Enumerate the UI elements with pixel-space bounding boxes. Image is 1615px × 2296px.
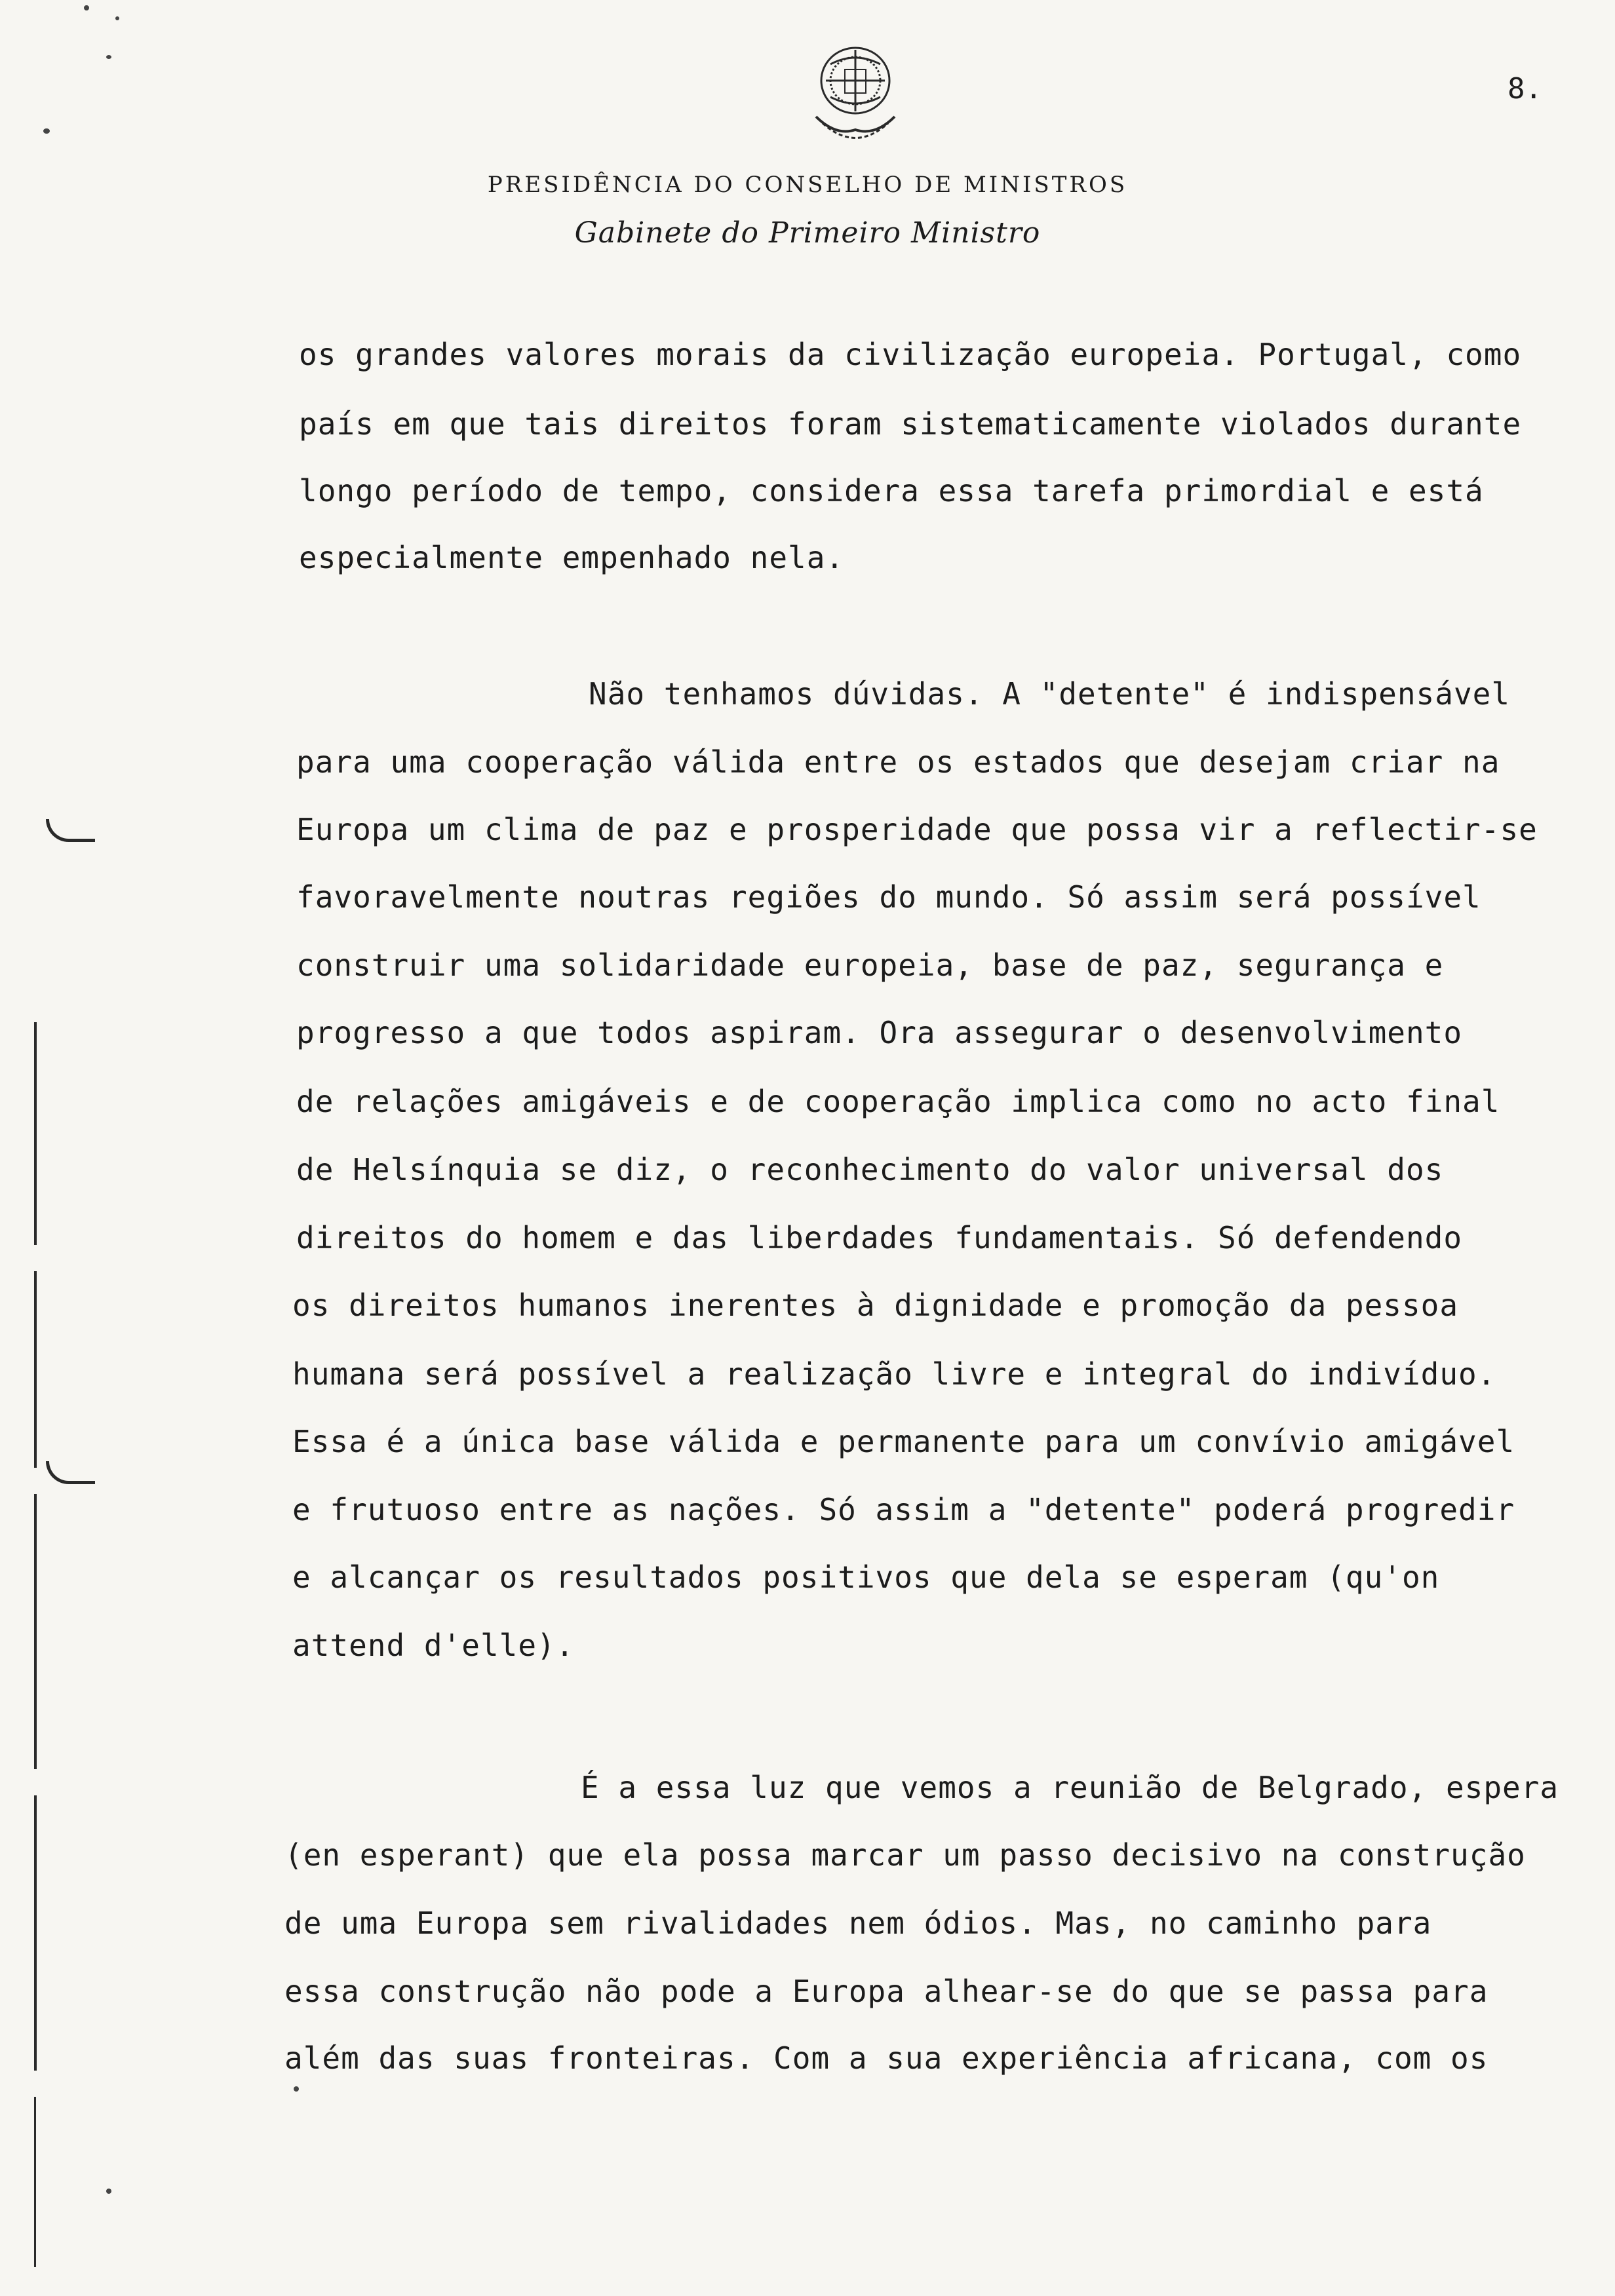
margin-binding-mark — [34, 2097, 36, 2267]
text-line: além das suas fronteiras. Com a sua experiência africana, com os — [284, 2040, 1489, 2076]
text-line: (en esperant) que ela possa marcar um passo decisivo na construção — [284, 1837, 1526, 1873]
text-line: progresso a que todos aspiram. Ora assegurar o desenvolvimento — [296, 1015, 1463, 1050]
text-line: país em que tais direitos foram sistematicamente violados durante — [299, 406, 1522, 442]
scan-speck — [115, 16, 119, 20]
margin-curve-mark — [46, 819, 95, 842]
coat-of-arms-seal — [803, 38, 908, 156]
text-line: longo período de tempo, considera essa tarefa primordial e está — [299, 473, 1484, 508]
margin-binding-mark — [34, 1022, 37, 1245]
text-line: os grandes valores morais da civilização europeia. Portugal, como — [299, 337, 1522, 372]
scan-speck — [106, 2189, 111, 2194]
text-line: e frutuoso entre as nações. Só assim a "detente" poderá progredir — [292, 1492, 1515, 1527]
text-line: construir uma solidaridade europeia, base de paz, segurança e — [296, 947, 1444, 983]
text-line: de uma Europa sem rivalidades nem ódios. Mas, no caminho para — [284, 1905, 1432, 1941]
text-line: os direitos humanos inerentes à dignidade e promoção da pessoa — [292, 1288, 1459, 1323]
text-line: attend d'elle). — [292, 1628, 575, 1663]
text-line: direitos do homem e das liberdades fundamentais. Só defendendo — [296, 1220, 1463, 1255]
text-line: Europa um clima de paz e prosperidade que possa vir a reflectir-se — [296, 812, 1538, 847]
margin-curve-mark — [46, 1461, 95, 1484]
margin-binding-mark — [34, 1494, 37, 1769]
margin-binding-mark — [34, 1271, 37, 1468]
header-title: PRESIDÊNCIA DO CONSELHO DE MINISTROS — [487, 172, 1128, 198]
text-line: Não tenhamos dúvidas. A "detente" é indispensável — [589, 676, 1511, 712]
header-subtitle: Gabinete do Primeiro Ministro — [574, 216, 1041, 250]
text-line: Essa é a única base válida e permanente para um convívio amigável — [292, 1424, 1515, 1459]
text-line: especialmente empenhado nela. — [299, 540, 845, 575]
text-line: de relações amigáveis e de cooperação implica como no acto final — [296, 1084, 1500, 1119]
text-line: humana será possível a realização livre e integral do indivíduo. — [292, 1356, 1496, 1392]
text-line: favoravelmente noutras regiões do mundo. Só assim será possível — [296, 879, 1481, 915]
text-line: para uma cooperação válida entre os estados que desejam criar na — [296, 744, 1500, 780]
text-line: de Helsínquia se diz, o reconhecimento do valor universal dos — [296, 1152, 1444, 1187]
scan-speck — [84, 5, 89, 10]
text-line: É a essa luz que vemos a reunião de Belgrado, espera — [581, 1770, 1559, 1805]
scan-speck — [106, 55, 111, 59]
text-line: e alcançar os resultados positivos que dela se esperam (qu'on — [292, 1559, 1440, 1595]
margin-binding-mark — [34, 1795, 37, 2071]
scan-speck — [43, 128, 50, 134]
text-line: essa construção não pode a Europa alhear-se do que se passa para — [284, 1974, 1489, 2009]
scan-speck — [294, 2086, 299, 2092]
page-number: 8. — [1508, 72, 1542, 105]
